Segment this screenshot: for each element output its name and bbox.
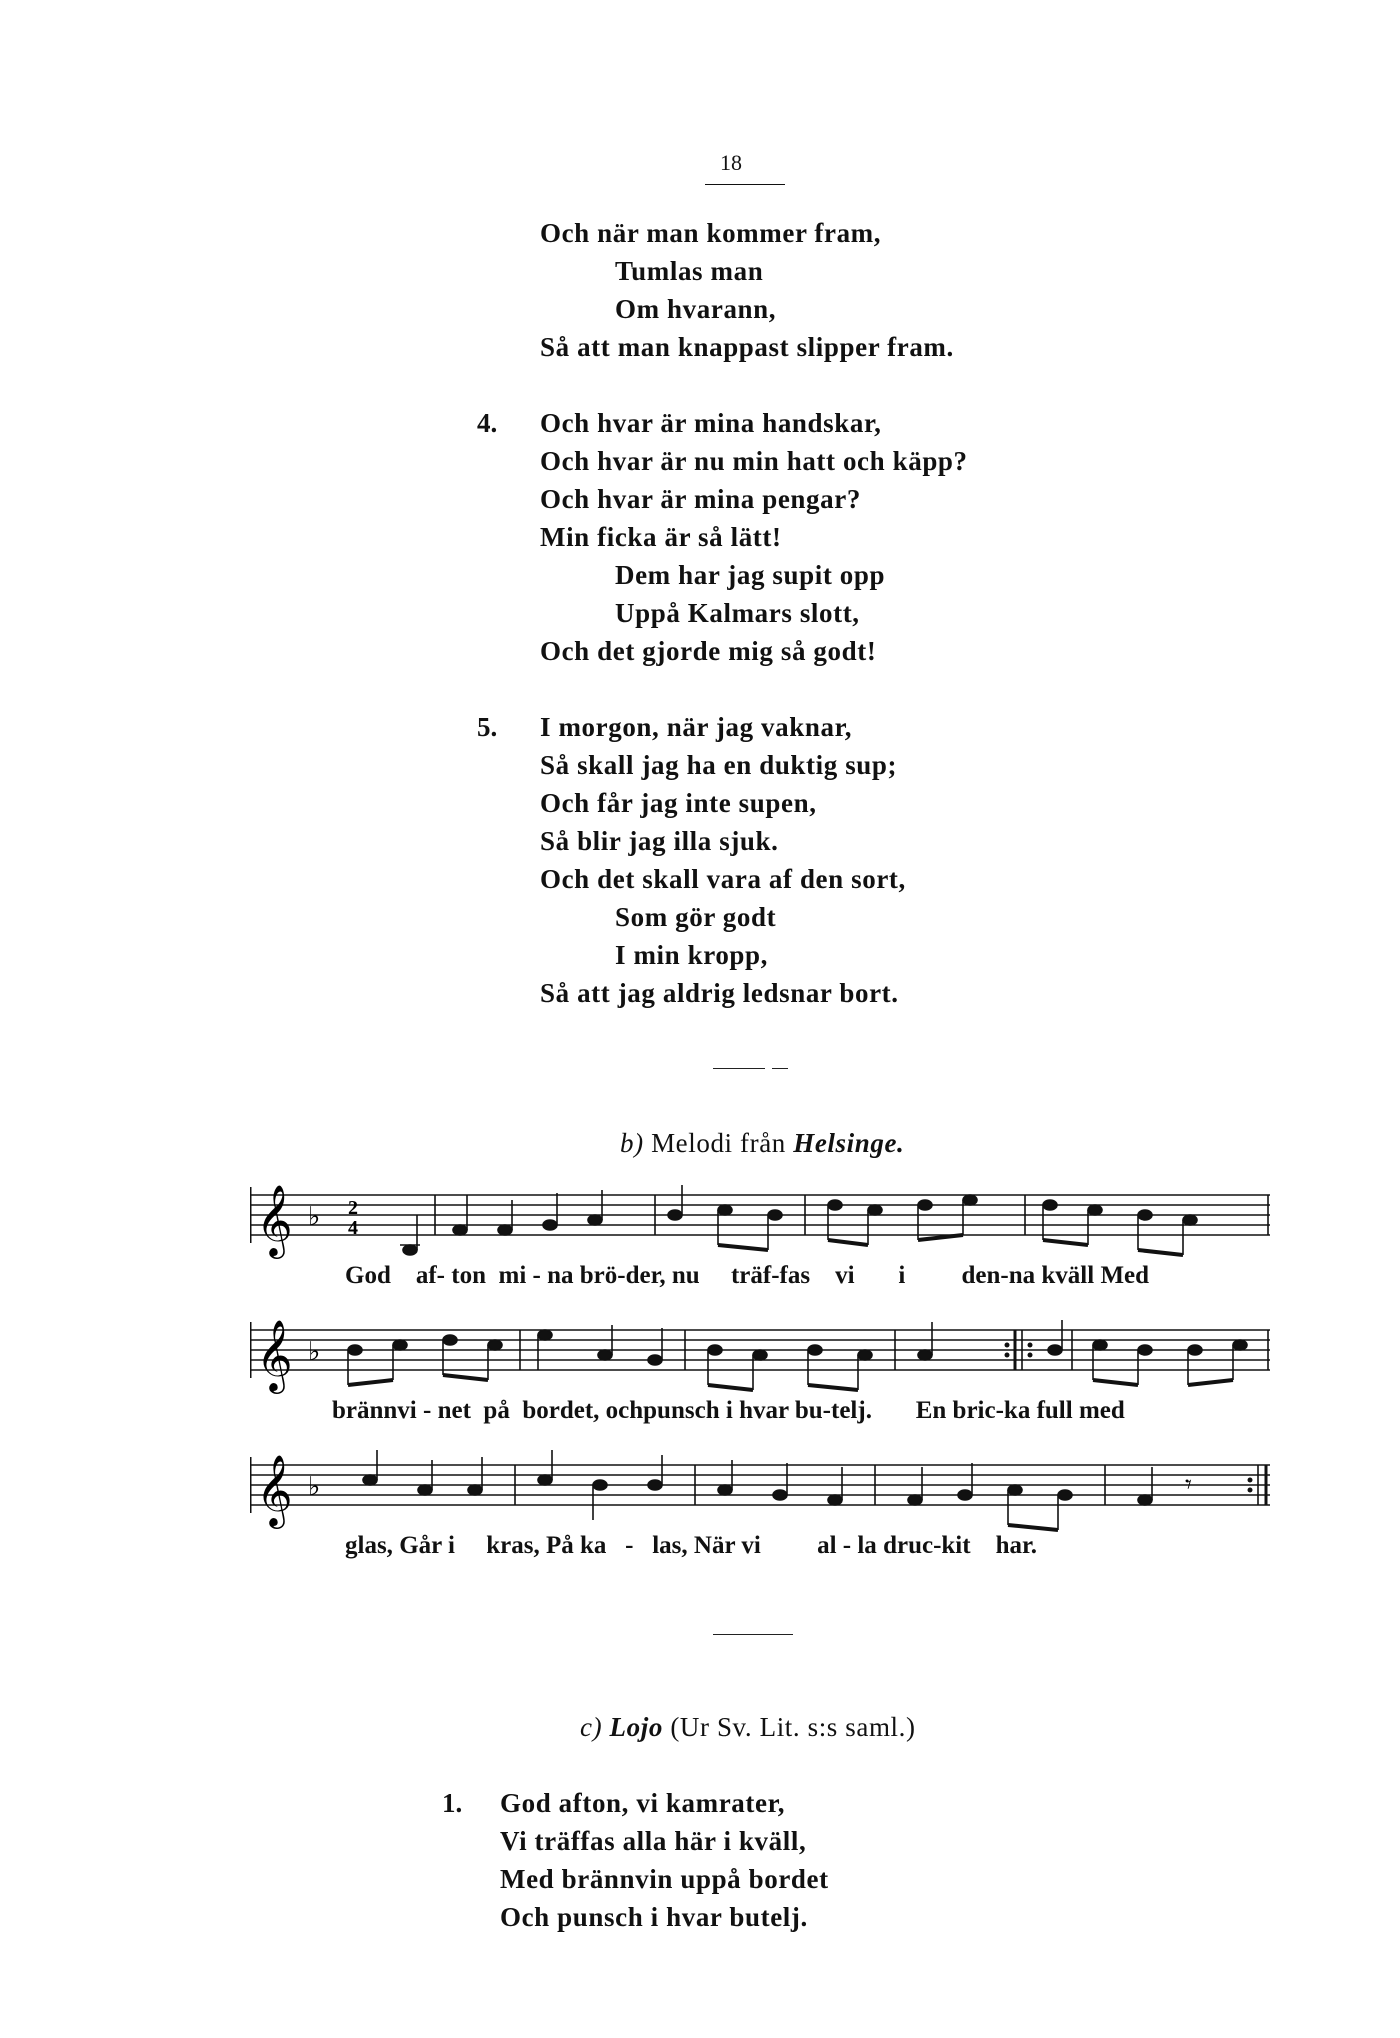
- verse-line: God afton, vi kamrater,: [500, 1788, 786, 1818]
- stanza-number: 5.: [477, 712, 498, 742]
- lyric-syllable: net: [437, 1397, 471, 1424]
- lyric-syllable: ton: [451, 1262, 486, 1289]
- verse-line: Om hvarann,: [615, 294, 777, 324]
- time-signature-top: 2: [348, 1197, 358, 1219]
- lyric-syllable: Går: [399, 1532, 442, 1559]
- treble-clef-icon: 𝄞: [256, 1318, 293, 1391]
- section-divider: [713, 1634, 793, 1635]
- verse-line: Som gör godt: [615, 902, 777, 932]
- verse-line: Dem har jag supit opp: [615, 560, 886, 590]
- section-heading-b: [620, 1128, 904, 1159]
- lyric-syllable: bu-telj.: [794, 1397, 872, 1424]
- verse-line: Och hvar är nu min hatt och käpp?: [540, 446, 968, 476]
- verse-line: Tumlas man: [615, 256, 764, 286]
- lyric-syllable: brännvi: [332, 1397, 417, 1424]
- lyric-syllable: vi: [835, 1262, 855, 1289]
- page-number: 18: [720, 150, 742, 175]
- lyric-syllable: -: [842, 1532, 852, 1559]
- lyric-syllable: En: [915, 1397, 947, 1424]
- lyric-syllable: När: [693, 1532, 736, 1559]
- lyric-syllable: har.: [995, 1532, 1038, 1559]
- lyric-syllable: brö-der,: [579, 1262, 666, 1289]
- lyric-syllable: i: [725, 1397, 733, 1424]
- verse-line: Min ficka är så lätt!: [540, 522, 782, 552]
- lyric-syllable: bric-ka: [952, 1397, 1031, 1424]
- section-label: c): [580, 1712, 603, 1742]
- section-place: Helsinge.: [793, 1128, 905, 1158]
- treble-clef-icon: 𝄞: [256, 1453, 293, 1526]
- verse-line: Och det gjorde mig så godt!: [540, 636, 877, 666]
- lyric-syllable: På: [545, 1532, 574, 1559]
- lyric-syllable: med: [1078, 1397, 1125, 1424]
- verse-line: Uppå Kalmars slott,: [615, 598, 860, 628]
- lyric-syllable: af-: [415, 1262, 446, 1289]
- verse-line: Så att jag aldrig ledsnar bort.: [540, 978, 899, 1008]
- stanza-number: 4.: [477, 408, 498, 438]
- section-text: Melodi från: [651, 1128, 786, 1158]
- flat-icon: ♭: [308, 1337, 321, 1367]
- lyric-syllable: i: [448, 1532, 455, 1559]
- section-divider: [772, 1068, 788, 1069]
- lyric-syllable: ochpunsch: [605, 1397, 720, 1424]
- lyric-syllable: bordet,: [522, 1397, 600, 1424]
- verse-line: Så blir jag illa sjuk.: [540, 826, 779, 856]
- lyric-syllable: glas,: [345, 1532, 393, 1559]
- lyric-syllable: i: [898, 1262, 906, 1289]
- verse-line: I min kropp,: [615, 940, 769, 970]
- verse-line: Med brännvin uppå bordet: [500, 1864, 829, 1894]
- lyric-syllable: -: [532, 1262, 541, 1289]
- time-signature-bottom: 4: [348, 1217, 358, 1239]
- flat-icon: ♭: [308, 1472, 321, 1502]
- verse-line: I morgon, när jag vaknar,: [540, 712, 853, 742]
- verse-line: Så skall jag ha en duktig sup;: [540, 750, 898, 780]
- lyric-syllable: God: [345, 1262, 391, 1289]
- lyric-syllable: den-na: [961, 1262, 1036, 1289]
- verse-line: Och punsch i hvar butelj.: [500, 1902, 808, 1932]
- lyric-syllable: la: [857, 1532, 877, 1559]
- section-label: b): [620, 1128, 644, 1158]
- lyric-syllable: träf-fas: [730, 1262, 811, 1289]
- lyric-syllable: las,: [652, 1532, 688, 1559]
- lyric-syllable: full: [1036, 1397, 1073, 1424]
- lyric-syllable: kras,: [486, 1532, 540, 1559]
- lyric-syllable: -: [423, 1397, 432, 1424]
- lyric-syllable: mi: [498, 1262, 527, 1289]
- stanza-number: 1.: [442, 1788, 463, 1818]
- lyric-syllable: Med: [1100, 1262, 1150, 1289]
- verse-line: Och får jag inte supen,: [540, 788, 817, 818]
- verse-line: Och när man kommer fram,: [540, 218, 882, 248]
- lyric-syllable: ka: [580, 1532, 607, 1559]
- lyric-line-1: [345, 1262, 1149, 1290]
- lyric-syllable: på: [483, 1397, 510, 1424]
- section-heading-c: [580, 1712, 916, 1743]
- verse-line: Så att man knappast slipper fram.: [540, 332, 954, 362]
- verse-line: Och hvar är mina handskar,: [540, 408, 882, 438]
- treble-clef-icon: 𝄞: [256, 1183, 293, 1256]
- verse-line: Och det skall vara af den sort,: [540, 864, 906, 894]
- verse-line: Och hvar är mina pengar?: [540, 484, 861, 514]
- lyric-syllable: hvar: [739, 1397, 789, 1424]
- section-source: (Ur Sv. Lit. s:s saml.): [670, 1712, 916, 1742]
- verse-line: Vi träffas alla här i kväll,: [500, 1826, 807, 1856]
- lyric-syllable: -: [625, 1532, 634, 1559]
- lyric-syllable: al: [817, 1532, 837, 1559]
- lyric-line-2: [332, 1397, 1125, 1425]
- lyric-line-3: [345, 1532, 1037, 1560]
- lyric-syllable: na: [547, 1262, 574, 1289]
- lyric-syllable: nu: [671, 1262, 700, 1289]
- lyric-syllable: druc-kit: [883, 1532, 971, 1559]
- page-number-rule: [705, 184, 785, 185]
- lyric-syllable: vi: [741, 1532, 761, 1559]
- flat-icon: ♭: [308, 1202, 321, 1232]
- lyric-syllable: kväll: [1041, 1262, 1095, 1289]
- section-divider: [713, 1068, 765, 1069]
- eighth-rest-icon: 𝄾: [1185, 1470, 1192, 1500]
- section-place: Lojo: [609, 1712, 663, 1742]
